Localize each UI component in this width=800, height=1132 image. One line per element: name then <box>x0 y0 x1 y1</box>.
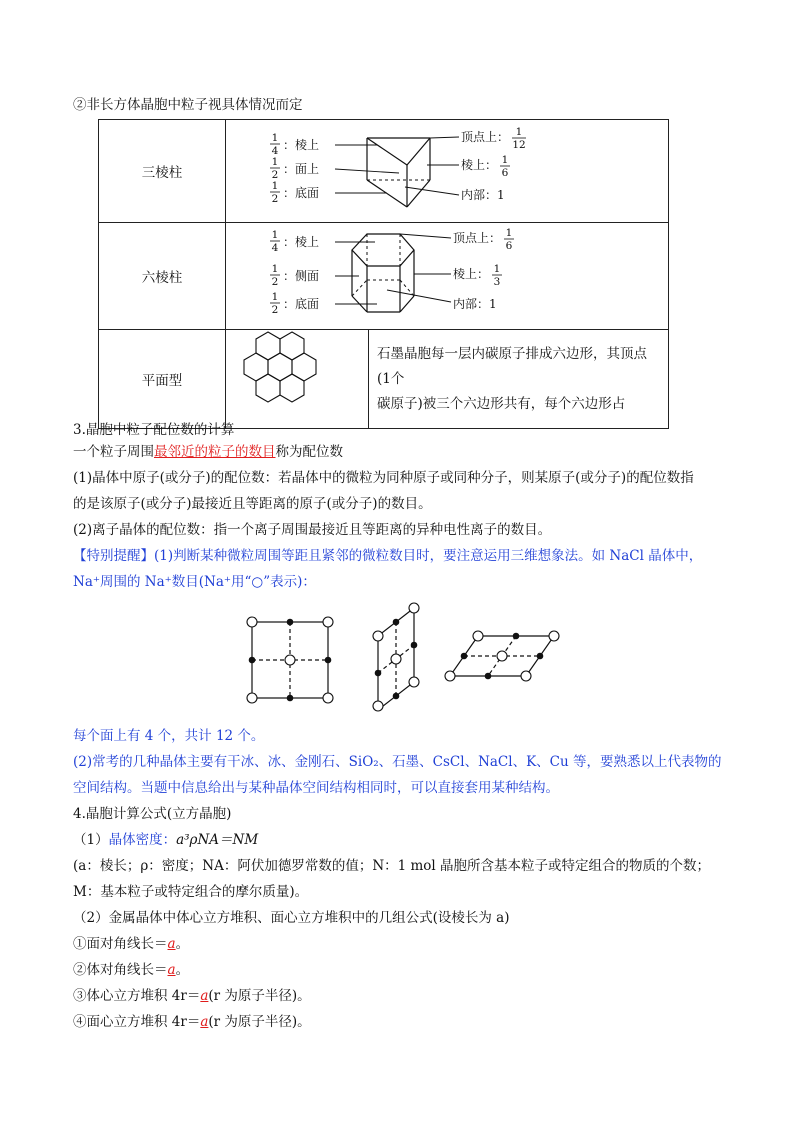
graphite-desc-line1: 石墨晶胞每一层内碳原子排成六边形，其顶点(1个 <box>377 345 647 387</box>
svg-text:12: 12 <box>512 139 526 151</box>
svg-text:2: 2 <box>271 193 279 205</box>
svg-text:1: 1 <box>493 263 501 275</box>
nacl-face-diagrams <box>240 600 570 712</box>
svg-text:1: 1 <box>271 156 279 168</box>
row-name-hexagonal-prism: 六棱柱 <box>99 223 226 330</box>
hex-right-label-2: 棱上： <box>453 267 490 281</box>
tri-left-num-1: 1 <box>271 132 279 144</box>
density-formula: a³ρNA＝NM <box>176 832 259 848</box>
svg-text:1: 1 <box>505 227 513 239</box>
svg-text:4: 4 <box>271 242 279 254</box>
density-formula-line: （1）晶体密度：a³ρNA＝NM <box>73 832 259 848</box>
hexagonal-prism-figure <box>226 223 669 330</box>
formula-bcc: ③体心立方堆积 4r＝a(r 为原子半径)。 <box>73 988 311 1004</box>
para-1-line-2: 的是该原子(或分子)最接近且等距离的原子(或分子)的数目。 <box>73 496 432 512</box>
intro-text: ②非长方体晶胞中粒子视具体情况而定 <box>73 97 303 113</box>
formula-fcc: ④面心立方堆积 4r＝a(r 为原子半径)。 <box>73 1014 311 1030</box>
graphite-desc-line2: 碳原子)被三个六边形共有，每个六边形占 <box>377 395 626 412</box>
density-label: 晶体密度： <box>108 832 177 848</box>
row-name-triangular-prism: 三棱柱 <box>99 120 226 223</box>
triangular-prism-diagram <box>227 121 667 217</box>
svg-text:6: 6 <box>501 167 509 179</box>
svg-text:6: 6 <box>505 240 513 252</box>
formula-3-answer: a <box>200 988 209 1004</box>
triangular-prism-figure <box>226 120 669 223</box>
formula-4-answer: a <box>200 1014 209 1030</box>
graphite-hexagon-diagram <box>226 330 368 428</box>
svg-text:1: 1 <box>271 229 279 241</box>
coordination-definition: 一个粒子周围最邻近的粒子的数目称为配位数 <box>73 444 343 460</box>
graphite-description <box>369 342 668 417</box>
coordination-key-term: 最邻近的粒子的数目 <box>154 444 276 460</box>
tip-line-1: 【特别提醒】(1)判断某种微粒周围等距且紧邻的微粒数目时，要注意运用三维想象法。如 NaCl 晶体中， <box>73 548 703 564</box>
hex-left-label-3: ：底面 <box>283 297 320 311</box>
tri-left-label-3: ：底面 <box>283 186 320 200</box>
tri-left-label-2: ：面上 <box>283 162 320 176</box>
graphite-hexagon-figure <box>226 330 369 428</box>
tri-right-label-3: 内部：1 <box>461 188 505 202</box>
tip2-line-1: (2)常考的几种晶体主要有干冰、冰、金刚石、SiO₂、石墨、CsCl、NaCl、K、Cu 等，要熟悉以上代表物的 <box>73 754 722 770</box>
para-2: (2)离子晶体的配位数：指一个离子周围最接近且等距离的异种电性离子的数目。 <box>73 522 552 538</box>
tri-right-label-1: 顶点上： <box>461 130 510 144</box>
svg-text:1: 1 <box>271 180 279 192</box>
each-face-count: 每个面上有 4 个，共计 12 个。 <box>73 728 265 744</box>
hex-left-label-1: ：棱上 <box>283 235 320 249</box>
variables-line-2: M：基本粒子或特定组合的摩尔质量)。 <box>73 884 309 900</box>
svg-text:1: 1 <box>271 263 279 275</box>
para-1-line-1: (1)晶体中原子(或分子)的配位数：若晶体中的微粒为同种原子或同种分子，则某原子(或分子)的配位数指 <box>73 470 694 486</box>
variables-line-1: (a：棱长；ρ：密度；NA：阿伏加德罗常数的值；N：1 mol 晶胞所含基本粒子或特定组合的物质的个数； <box>73 858 711 874</box>
formula-2-answer: a <box>167 962 176 978</box>
row-name-planar: 平面型 <box>99 330 226 429</box>
svg-text:2: 2 <box>271 276 279 288</box>
section-3-title: 3.晶胞中粒子配位数的计算 <box>73 422 235 438</box>
tip-line-2: Na⁺周围的 Na⁺数目(Na⁺用“○”表示)： <box>73 574 316 590</box>
hex-right-label-3: 内部：1 <box>453 297 497 311</box>
svg-text:1: 1 <box>271 291 279 303</box>
formula-face-diagonal: ①面对角线长＝a。 <box>73 936 190 952</box>
svg-text:1: 1 <box>501 154 509 166</box>
section-4-title: 4.晶胞计算公式(立方晶胞) <box>73 806 232 822</box>
svg-text:2: 2 <box>271 169 279 181</box>
hex-left-label-2: ：侧面 <box>283 269 320 283</box>
tip2-line-2: 空间结构。当题中信息给出与某种晶体空间结构相同时，可以直接套用某种结构。 <box>73 780 559 796</box>
svg-text:1: 1 <box>515 126 523 138</box>
tri-left-label-1: ：棱上 <box>283 138 320 152</box>
svg-text:4: 4 <box>271 145 279 157</box>
svg-text:2: 2 <box>271 304 279 316</box>
planar-figure-cell <box>226 330 669 429</box>
formula-body-diagonal: ②体对角线长＝a。 <box>73 962 190 978</box>
metal-crystal-title: （2）金属晶体中体心立方堆积、面心立方堆积中的几组公式(设棱长为 a) <box>73 910 510 926</box>
hex-right-label-1: 顶点上： <box>453 231 502 245</box>
hexagonal-prism-diagram <box>227 224 667 324</box>
svg-text:3: 3 <box>493 276 501 288</box>
formula-1-answer: a <box>167 936 176 952</box>
unit-cell-table <box>98 119 669 429</box>
tri-right-label-2: 棱上： <box>461 158 498 172</box>
